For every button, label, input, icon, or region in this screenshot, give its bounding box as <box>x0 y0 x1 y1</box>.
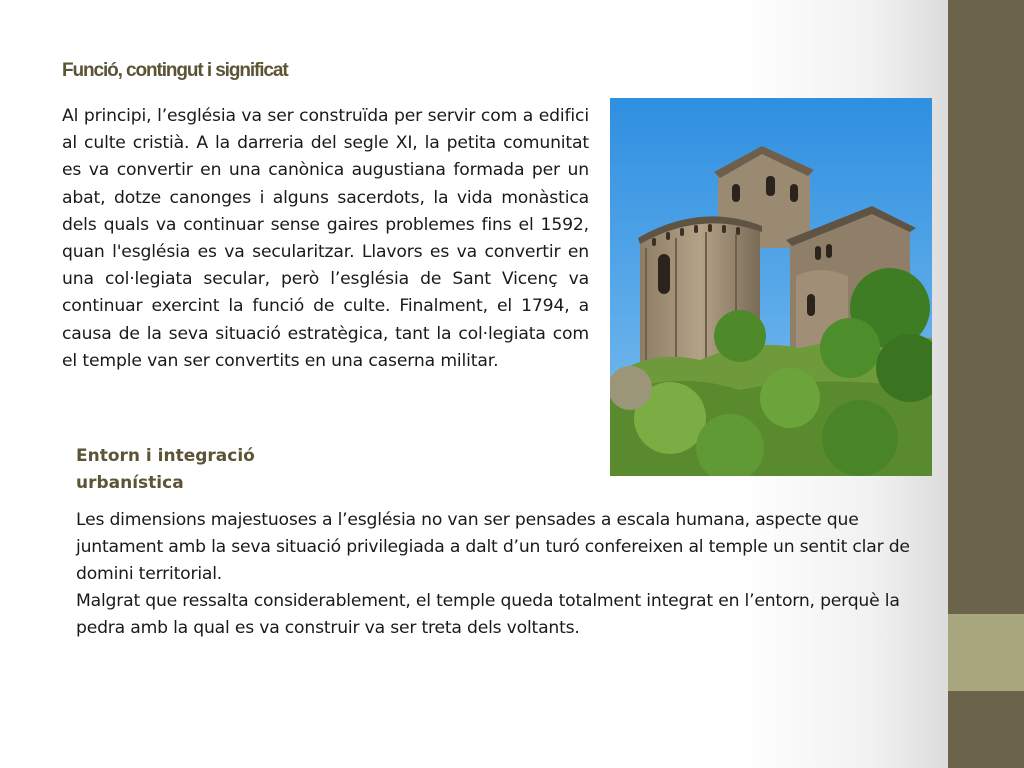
body-paragraph-dimensions: Les dimensions majestuoses a l’església no van ser pensades a escala humana, aspecte que juntament amb la seva situació privilegiada a dalt d’un turó confereixen al temple un sentit clar de domini territorial. <box>76 510 910 584</box>
body-paragraph-history: Al principi, l’església va ser construïda per servir com a edifici al culte cristià. A la darreria del segle XI, la petita comunitat es va convertir en una canònica augustiana formada per un abat, dotze canonges i alguns sacerdots, la vida monàstica dels quals va continuar sense gaires problemes fins el 1592, quan l'església es va secularitzar. Llavors es va convertir en una col·legiata secular, però l’església de Sant Vicenç va continuar exercint la funció de culte. Finalment, el 1794, a causa de la seva situació estratègica, tant la col·legiata com el temple van ser convertits en una caserna militar. <box>62 106 589 371</box>
body-paragraph-integration: Malgrat que ressalta considerablement, el temple queda totalment integrat en l’entorn, perquè la pedra amb la qual es va construir va ser treta dels voltants. <box>76 591 900 638</box>
side-bar-accent <box>948 614 1024 691</box>
side-bar <box>948 0 1024 768</box>
body-section-environment <box>76 507 936 642</box>
section-subheading: Entorn i integració urbanística <box>76 446 255 493</box>
slide-title: Funció, contingut i significat <box>62 60 288 81</box>
church-photo <box>610 98 932 476</box>
